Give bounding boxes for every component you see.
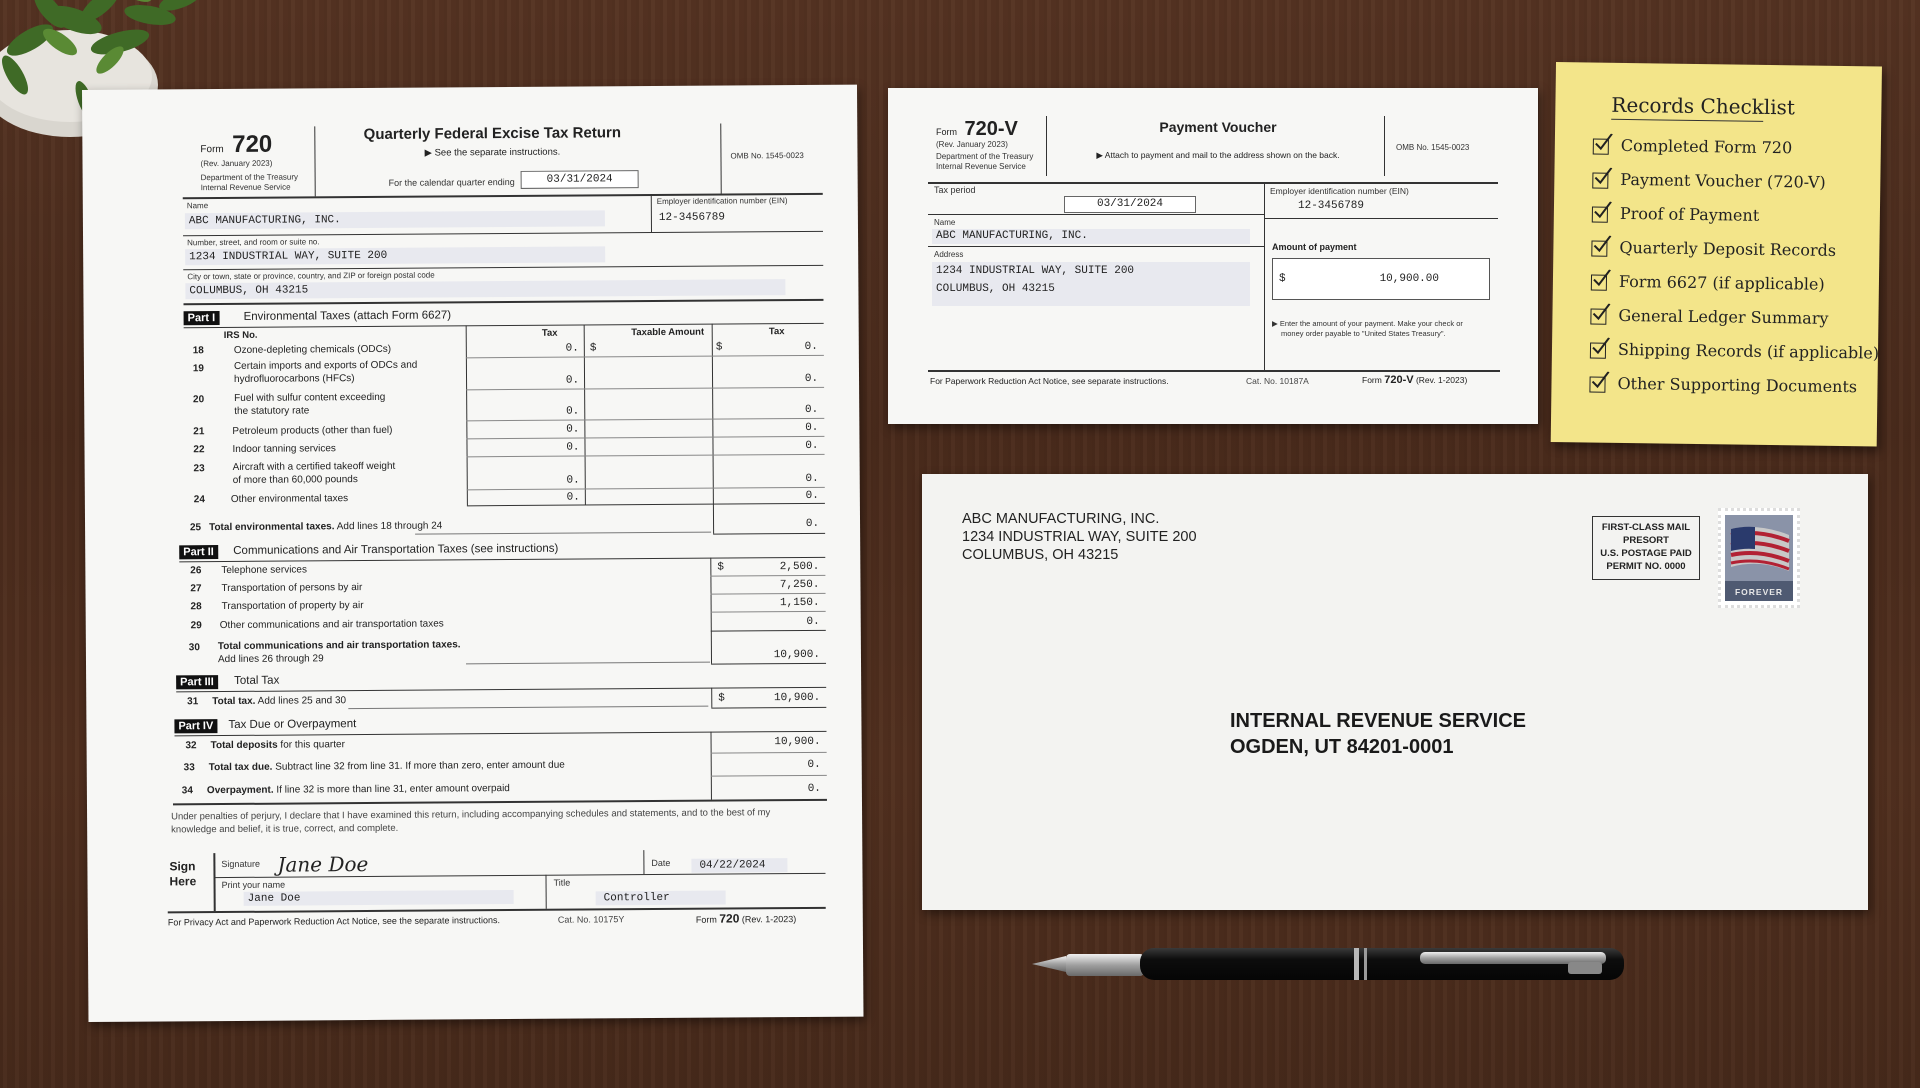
p1-row-18: 18 Ozone-depleting chemicals (ODCs) 0. $ $ 0. — [82, 85, 857, 90]
signature-field[interactable]: Jane Doe — [277, 852, 369, 877]
tax-period-field[interactable]: 03/31/2024 — [1064, 196, 1196, 213]
pen — [1028, 934, 1636, 994]
p1-row-23: 23 Aircraft with a certified takeoff weight of more than 60,000 pounds 0. 0. — [82, 85, 857, 90]
return-address-line-2: 1234 INDUSTRIAL WAY, SUITE 200 — [962, 529, 1197, 545]
quarter-label: For the calendar quarter ending — [388, 176, 515, 188]
enter-amount-note-1: ▶ Enter the amount of your payment. Make your check or — [1272, 319, 1463, 328]
omb-number: OMB No. 1545-0023 — [730, 150, 804, 161]
form-rev: (Rev. January 2023) — [200, 158, 273, 169]
date-field[interactable]: 04/22/2024 — [699, 859, 766, 872]
p1-22-tax[interactable]: 0. — [566, 441, 580, 454]
line-32-value[interactable]: 10,900. — [774, 735, 821, 749]
voucher-footer-form: Form 720-V (Rev. 1-2023) — [1362, 374, 1468, 386]
checkbox-checked-icon[interactable] — [1590, 343, 1606, 359]
p1-18-tax[interactable]: 0. — [565, 342, 579, 355]
line-30-value[interactable]: 10,900. — [773, 648, 821, 662]
part-4-title: Tax Due or Overpayment — [228, 718, 357, 731]
part-3-title: Total Tax — [234, 674, 280, 687]
footer-form: Form 720 (Rev. 1-2023) — [695, 911, 797, 926]
form-label: Form — [200, 144, 224, 156]
p1-row-20: 20 Fuel with sulfur content exceeding the statutory rate 0. 0. — [82, 85, 857, 90]
checkbox-checked-icon[interactable] — [1589, 376, 1605, 392]
checklist-item-label: Completed Form 720 — [1620, 135, 1793, 158]
dept-line-2: Internal Revenue Service — [200, 182, 291, 193]
form-number-block — [200, 131, 272, 160]
sign-here: Sign Here — [169, 859, 197, 889]
p1-21-tax2[interactable]: 0. — [805, 421, 819, 434]
line-30: 30 Total communications and air transportation taxes. Add lines 26 through 29 10,900. — [82, 85, 857, 90]
voucher-form-number: 720-V — [964, 118, 1018, 140]
title-label: Title — [553, 877, 571, 888]
p1-20-tax2[interactable]: 0. — [805, 403, 819, 416]
checklist-item-label: Shipping Records (if applicable) — [1617, 339, 1880, 363]
voucher-footer-paperwork: For Paperwork Reduction Act Notice, see separate instructions. — [930, 376, 1169, 386]
voucher-address-2[interactable]: COLUMBUS, OH 43215 — [936, 283, 1055, 295]
part-3-tag: Part III — [176, 675, 218, 689]
checkbox-checked-icon[interactable] — [1591, 241, 1607, 257]
checkbox-checked-icon[interactable] — [1592, 207, 1608, 223]
part-2-title: Communications and Air Transportation Taxes (see instructions) — [233, 542, 559, 557]
checklist-item-label: Payment Voucher (720-V) — [1620, 169, 1826, 192]
p1-row-22: 22 Indoor tanning services 0. 0. — [82, 85, 857, 90]
return-address — [962, 510, 1197, 564]
forever-stamp — [1718, 508, 1800, 608]
checkbox-checked-icon[interactable] — [1591, 275, 1607, 291]
voucher-attach-note: ▶ Attach to payment and mail to the address shown on the back. — [1096, 150, 1340, 160]
p2-row-26: 26 Telephone services $ 2,500. — [82, 85, 857, 90]
part-1-tag: Part I — [184, 311, 220, 325]
p1-18-tax2[interactable]: 0. — [804, 340, 818, 353]
ein-field[interactable]: 12-3456789 — [658, 211, 725, 224]
p1-row-24: 24 Other environmental taxes 0. 0. — [82, 85, 857, 90]
footer-cat-no: Cat. No. 10175Y — [557, 914, 625, 925]
amount-label: Amount of payment — [1272, 242, 1357, 252]
ein-label: Employer identification number (EIN) — [656, 196, 788, 206]
checklist-item-label: Quarterly Deposit Records — [1619, 237, 1837, 260]
name-field[interactable]: ABC MANUFACTURING, INC. — [188, 214, 341, 228]
checkbox-checked-icon[interactable] — [1593, 139, 1609, 155]
part-4-tag: Part IV — [174, 719, 217, 733]
p1-22-tax2[interactable]: 0. — [805, 439, 819, 452]
dept-line-1: Department of the Treasury — [200, 172, 299, 183]
enter-amount-note-2: money order payable to "United States Treasury". — [1281, 329, 1446, 338]
signature-label: Signature — [221, 858, 260, 870]
p1-20-tax[interactable]: 0. — [566, 405, 580, 418]
stamp-text: FOREVER — [1734, 587, 1784, 597]
p1-23-tax2[interactable]: 0. — [805, 472, 819, 485]
p2-row-28: 28 Transportation of property by air 1,150. — [82, 85, 857, 90]
voucher-name-field[interactable]: ABC MANUFACTURING, INC. — [936, 230, 1088, 242]
voucher-form-number-block: Form 720-V — [936, 118, 1018, 140]
line-25-value[interactable]: 0. — [805, 517, 820, 530]
col-taxable-amount: Taxable Amount — [631, 326, 705, 339]
p2-row-29: 29 Other communications and air transportation taxes 0. — [82, 85, 857, 90]
line-28-value[interactable]: 1,150. — [779, 596, 820, 610]
recipient-address — [1230, 708, 1526, 760]
p1-21-tax[interactable]: 0. — [566, 423, 580, 436]
city-field[interactable]: COLUMBUS, OH 43215 — [189, 284, 309, 298]
line-31-value[interactable]: 10,900. — [774, 691, 821, 705]
date-label: Date — [651, 857, 671, 869]
p1-row-19: 19 Certain imports and exports of ODCs and hydrofluorocarbons (HFCs) 0. 0. — [82, 85, 857, 90]
p1-24-tax[interactable]: 0. — [566, 491, 580, 504]
col-irs-no: IRS No. — [223, 329, 258, 342]
voucher-ein-label: Employer identification number (EIN) — [1270, 186, 1409, 196]
checklist-item-label: General Ledger Summary — [1618, 305, 1829, 328]
return-address-line-1: ABC MANUFACTURING, INC. — [962, 511, 1160, 527]
line-27-value[interactable]: 7,250. — [779, 578, 820, 592]
form-number: 720 — [232, 130, 273, 158]
line-26-value[interactable]: 2,500. — [779, 560, 820, 574]
form-title: Quarterly Federal Excise Tax Return — [363, 124, 622, 144]
checklist-title: Records Checklist — [1611, 92, 1796, 120]
return-address-line-3: COLUMBUS, OH 43215 — [962, 547, 1119, 563]
checkbox-checked-icon[interactable] — [1590, 309, 1606, 325]
voucher-address-1[interactable]: 1234 INDUSTRIAL WAY, SUITE 200 — [936, 265, 1135, 277]
voucher-omb: OMB No. 1545-0023 — [1396, 143, 1470, 152]
col-tax: Tax — [541, 327, 558, 339]
postage-permit-indicia: FIRST-CLASS MAIL PRESORT U.S. POSTAGE PAID PERMIT NO. 0000 — [1592, 516, 1700, 580]
checklist-item-label: Other Supporting Documents — [1617, 373, 1858, 397]
amount-value: 10,900.00 — [1379, 273, 1439, 285]
perjury-line-1: Under penalties of perjury, I declare that I have examined this return, including accompanying schedules and statements, and to the best of my — [171, 807, 771, 823]
tax-period-label: Tax period — [934, 185, 976, 195]
amount-field[interactable]: $ 10,900.00 — [1272, 258, 1490, 300]
p1-19-tax[interactable]: 0. — [565, 374, 580, 387]
street-field[interactable]: 1234 INDUSTRIAL WAY, SUITE 200 — [189, 249, 388, 264]
p2-row-27: 27 Transportation of persons by air 7,250. — [82, 85, 857, 90]
part-2-tag: Part II — [179, 545, 218, 559]
address-label: Address — [934, 250, 964, 259]
city-label: City or town, state or province, country, and ZIP or foreign postal code — [187, 270, 435, 282]
name-label: Name — [186, 201, 209, 211]
checklist-item-label: Form 6627 (if applicable) — [1618, 271, 1825, 294]
col-tax-2: Tax — [768, 326, 785, 338]
street-label: Number, street, and room or suite no. — [187, 237, 320, 248]
records-checklist-note — [1551, 62, 1882, 447]
p1-23-tax[interactable]: 0. — [566, 474, 580, 487]
line-34-value[interactable]: 0. — [807, 782, 821, 795]
print-name-label: Print your name — [221, 879, 286, 891]
voucher-name-label: Name — [934, 218, 956, 227]
line-34: 34 Overpayment. If line 32 is more than line 31, enter amount overpaid 0. — [181, 782, 821, 797]
p1-24-tax2[interactable]: 0. — [805, 489, 819, 502]
p1-row-21: 21 Petroleum products (other than fuel) 0. 0. — [82, 85, 857, 90]
p1-19-tax2[interactable]: 0. — [804, 372, 819, 385]
part-1-title: Environmental Taxes (attach Form 6627) — [243, 309, 452, 323]
voucher-title: Payment Voucher — [1159, 119, 1277, 135]
envelope — [922, 474, 1868, 910]
line-31: 31 Total tax. Add lines 25 and 30 $ 10,900. — [82, 85, 857, 90]
checkbox-checked-icon[interactable] — [1592, 173, 1608, 189]
payment-voucher: Form 720-V (Rev. January 2023) Department of the Treasury Internal Revenue Service Payment Voucher ▶ Attach to payment and mail to the address shown on the back. OMB No. 1545-0023 Tax period 03/31/2024 Employer identification number (EIN) 12-3456789 Name ABC MANUFACTURING, INC. Amount of payment $ 10,900.00 Address 1234 INDUSTRIAL WAY, SUITE 200 COLUMBUS, OH 43215 ▶ Enter the amount of your payment. Make your check or money order payable to "United States Treasury". For Paperwork Reduction Act Notice, see separate instructions. Cat. No. 10187A Form 720-V (Rev. 1-2023) — [888, 88, 1538, 424]
line-33-value[interactable]: 0. — [807, 758, 821, 771]
see-instructions: ▶ See the separate instructions. — [424, 146, 561, 159]
form-720 — [82, 85, 863, 1022]
quarter-ending-field[interactable]: 03/31/2024 — [521, 170, 639, 189]
recipient-line-1: INTERNAL REVENUE SERVICE — [1230, 710, 1526, 732]
line-32: 32 Total deposits for this quarter 10,900. — [82, 85, 857, 90]
line-33: 33 Total tax due. Subtract line 32 from line 31. If more than zero, enter amount due 0. — [82, 85, 857, 90]
voucher-ein-field[interactable]: 12-3456789 — [1298, 200, 1365, 212]
checklist-item-label: Proof of Payment — [1619, 203, 1760, 225]
title-field[interactable]: Controller — [603, 891, 670, 905]
print-name-field[interactable]: Jane Doe — [247, 892, 301, 905]
perjury-line-2: knowledge and belief, it is true, correct, and complete. — [171, 822, 399, 836]
line-25: 25 Total environmental taxes. Add lines 18 through 24 0. — [82, 85, 857, 90]
recipient-line-2: OGDEN, UT 84201-0001 — [1230, 736, 1454, 758]
line-29-value[interactable]: 0. — [806, 615, 820, 628]
footer-privacy: For Privacy Act and Paperwork Reduction Act Notice, see the separate instructions. — [167, 915, 501, 928]
voucher-footer-cat: Cat. No. 10187A — [1246, 376, 1309, 386]
